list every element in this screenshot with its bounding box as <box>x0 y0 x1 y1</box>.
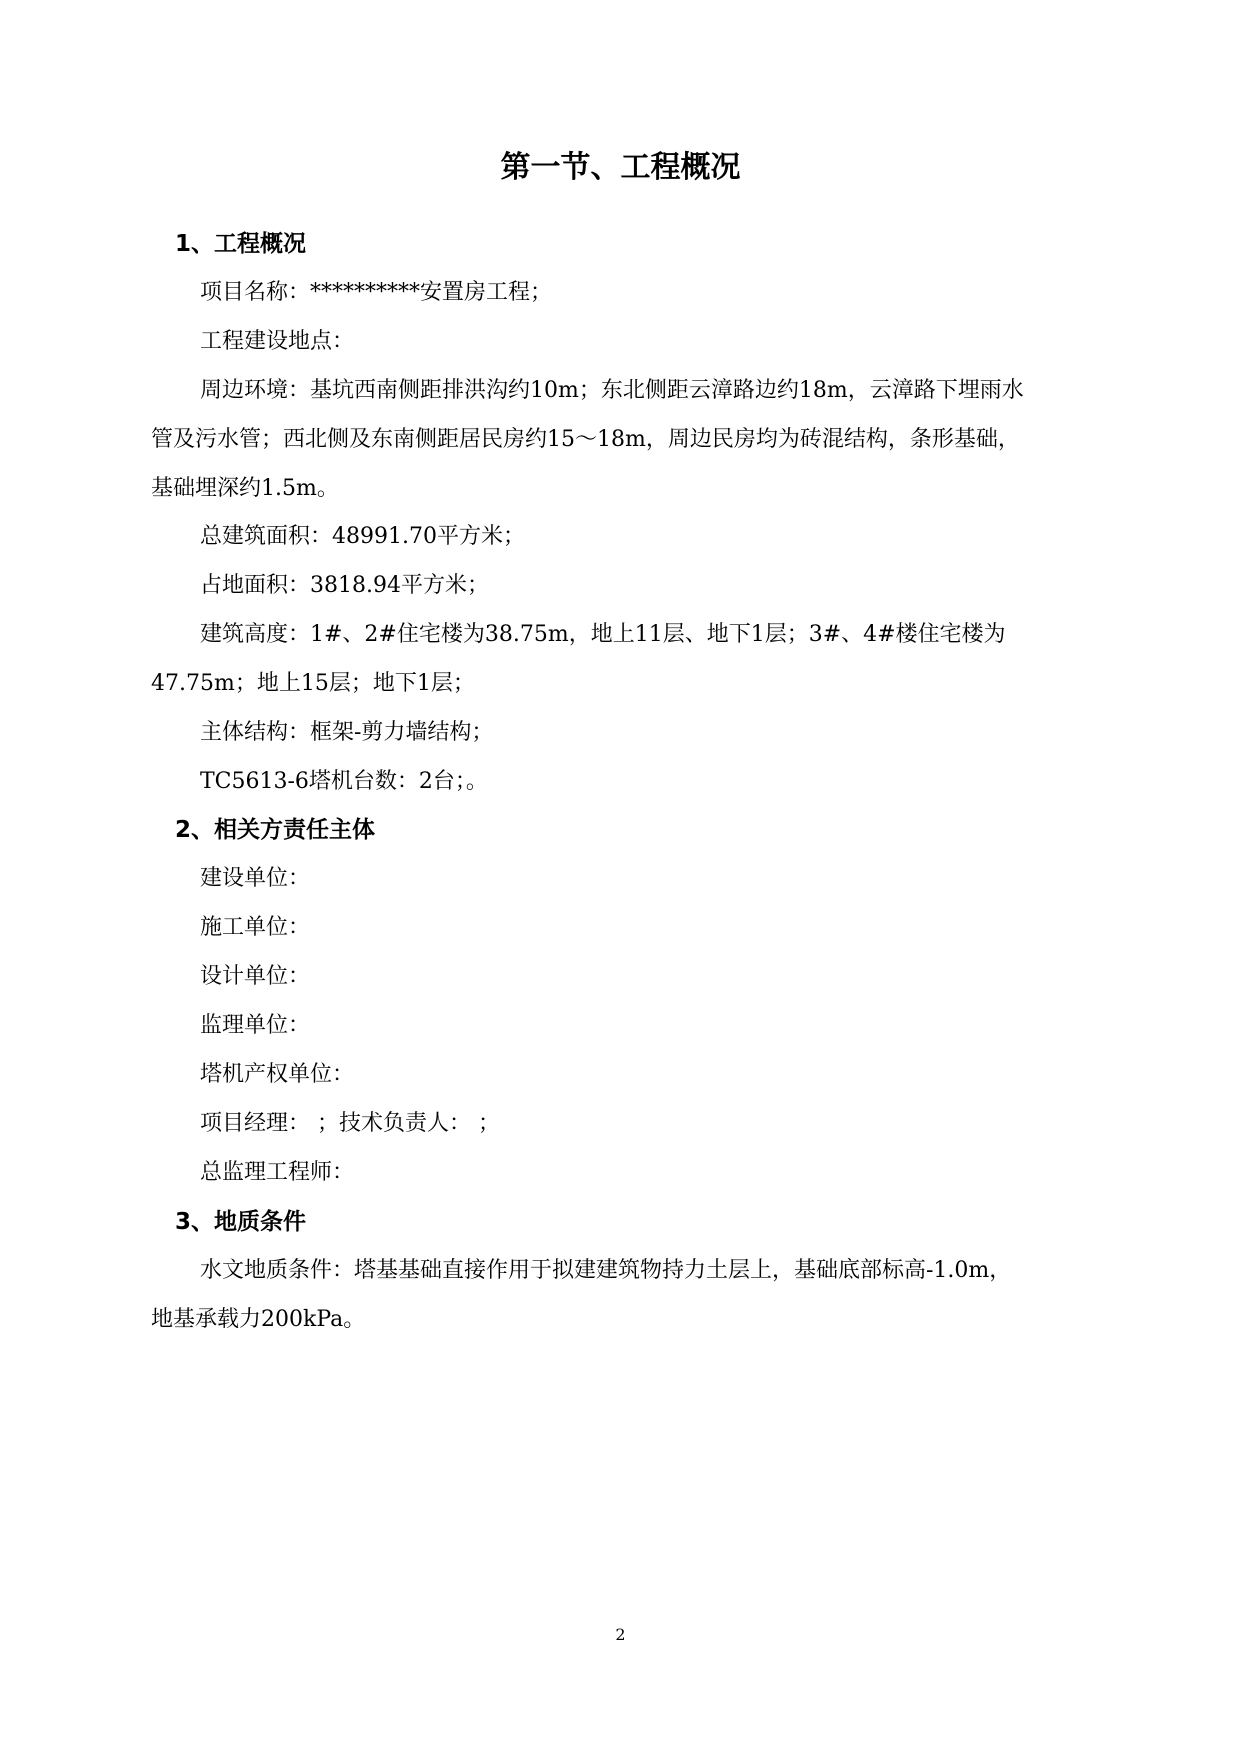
chief-supervisor-line: 总监理工程师： <box>200 1160 355 1185</box>
contractor-line: 施工单位： <box>200 915 311 940</box>
surroundings-line-2: 管及污水管；西北侧及东南侧距居民房约15～18m，周边民房均为砖混结构，条形基础， <box>151 427 1020 452</box>
page-title: 第一节、工程概况 <box>500 150 741 185</box>
tower-crane-count-line: TC5613-6塔机台数：2台；。 <box>200 769 488 794</box>
section-heading-project-overview: 1、工程概况 <box>175 231 307 257</box>
main-structure-line: 主体结构：框架-剪力墙结构； <box>200 720 494 745</box>
section-heading-responsible-parties: 2、相关方责任主体 <box>175 817 376 843</box>
surroundings-line-3: 基础埋深约1.5m。 <box>151 476 339 501</box>
geology-line-1: 水文地质条件：塔基基础直接作用于拟建建筑物持力土层上，基础底部标高-1.0m， <box>200 1258 1012 1283</box>
geology-line-2: 地基承载力200kPa。 <box>151 1307 366 1332</box>
total-area-line: 总建筑面积：48991.70平方米； <box>200 524 525 549</box>
building-height-line-1: 建筑高度：1#、2#住宅楼为38.75m，地上11层、地下1层；3#、4#楼住宅楼为 <box>200 622 1006 647</box>
section-heading-geology: 3、地质条件 <box>175 1209 307 1235</box>
supervisor-line: 监理单位： <box>200 1013 311 1038</box>
project-location-line: 工程建设地点： <box>200 329 355 354</box>
surroundings-line-1: 周边环境：基坑西南侧距排洪沟约10m；东北侧距云漳路边约18m，云漳路下埋雨水 <box>200 378 1024 403</box>
construction-owner-line: 建设单位： <box>200 866 311 891</box>
project-name-line: 项目名称：**********安置房工程； <box>200 280 553 305</box>
building-height-line-2: 47.75m；地上15层；地下1层； <box>151 671 475 696</box>
land-area-line: 占地面积：3818.94平方米； <box>200 573 489 598</box>
project-manager-line: 项目经理： ；技术负责人： ； <box>200 1111 500 1136</box>
page-number: 2 <box>615 1625 626 1644</box>
crane-owner-line: 塔机产权单位： <box>200 1062 355 1087</box>
designer-line: 设计单位： <box>200 964 311 989</box>
